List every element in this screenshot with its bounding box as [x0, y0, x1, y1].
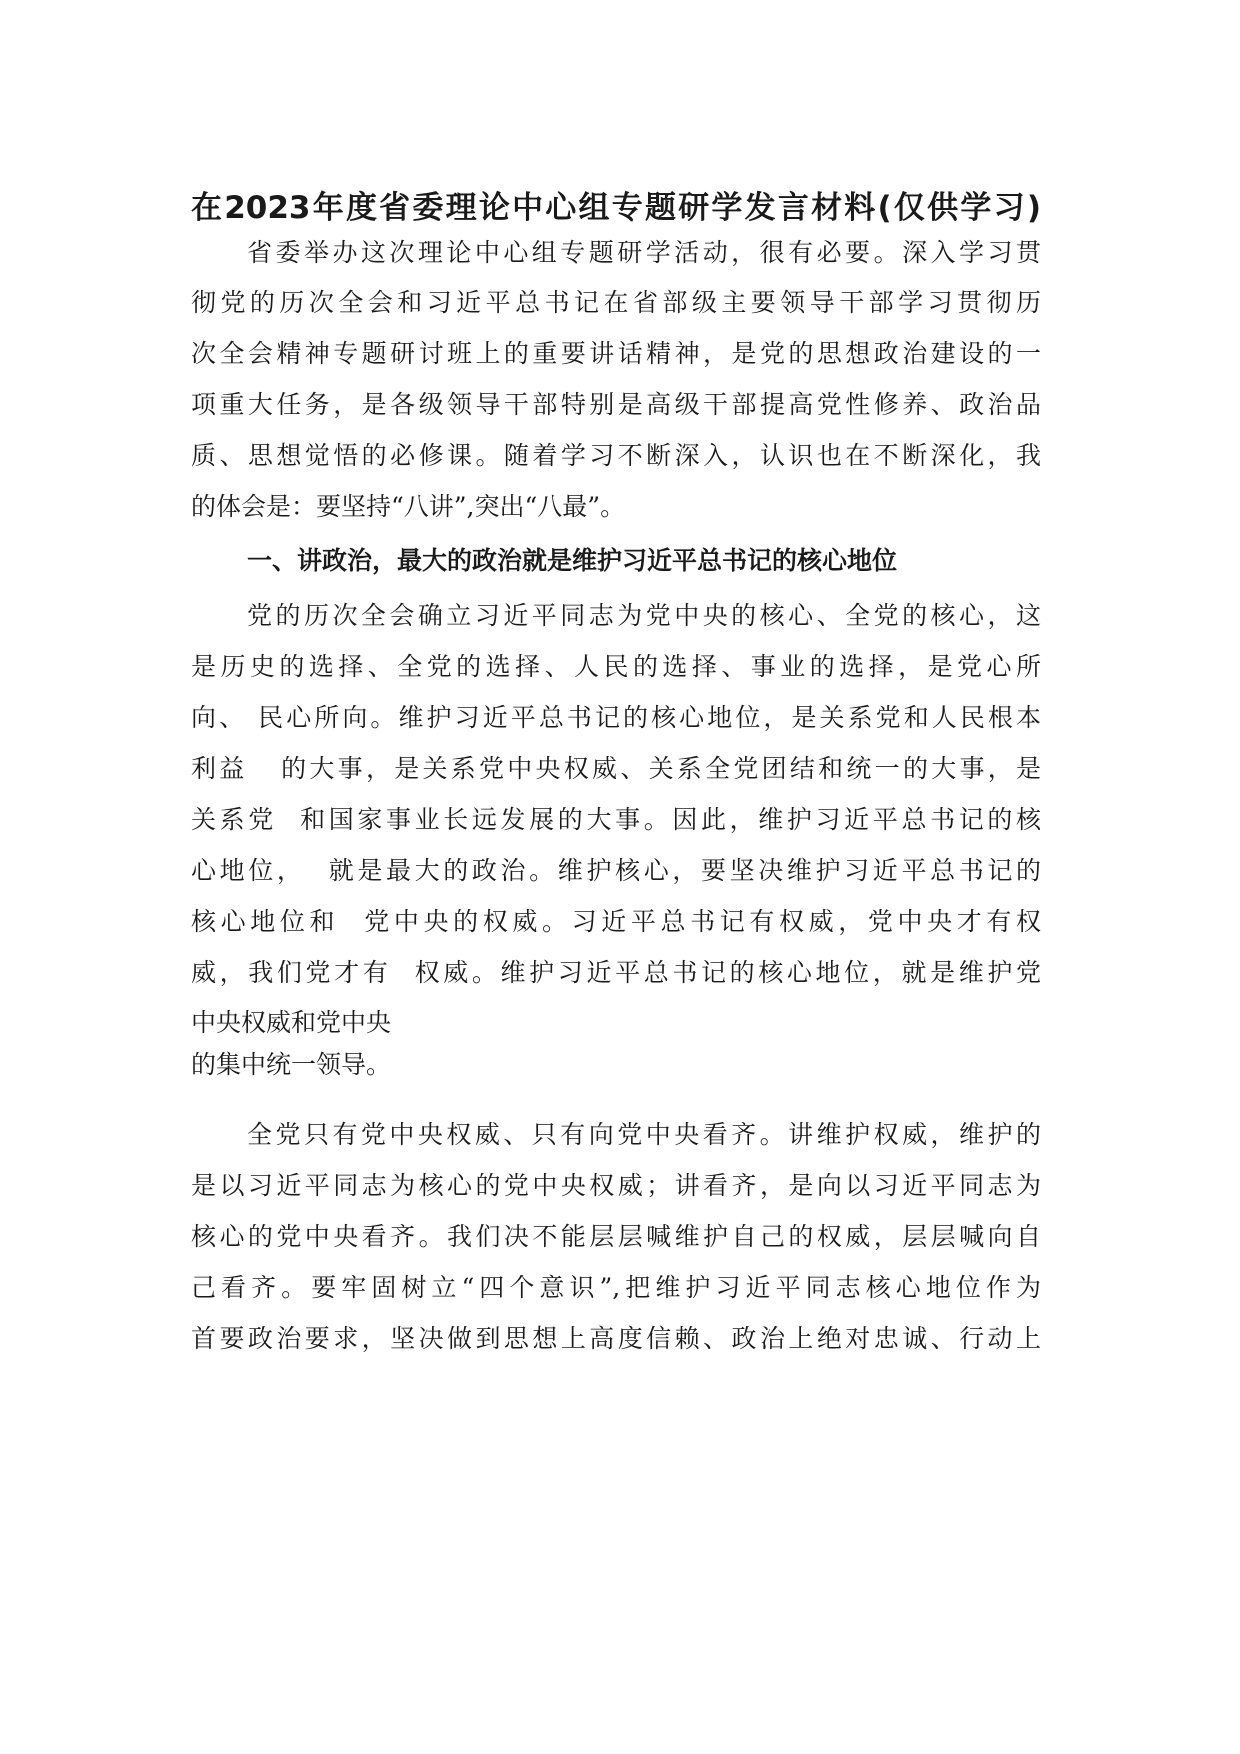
paragraph-line: 己看齐。要牢固树立“四个意识”,把维护习近平同志核心地位作为 — [191, 1273, 1041, 1302]
intro-line: 次全会精神专题研讨班上的重要讲话精神，是党的思想政治建设的一 — [191, 339, 1041, 368]
intro-line: 质、思想觉悟的必修课。随着学习不断深入，认识也在不断深化，我 — [191, 441, 1041, 470]
paragraph-line: 威，我们党才有 权威。维护习近平总书记的核心地位，就是维护党 — [191, 958, 1041, 987]
paragraph-line: 全党只有党中央权威、只有向党中央看齐。讲维护权威，维护的 — [247, 1120, 1041, 1149]
intro-line: 彻党的历次全会和习近平总书记在省部级主要领导干部学习贯彻历 — [191, 288, 1041, 317]
intro-line: 项重大任务，是各级领导干部特别是高级干部提高党性修养、政治品 — [191, 390, 1041, 419]
section-heading: 一、讲政治，最大的政治就是维护习近平总书记的核心地位 — [247, 546, 898, 575]
intro-line: 省委举办这次理论中心组专题研学活动，很有必要。深入学习贯 — [247, 238, 1041, 267]
paragraph-line: 心地位， 就是最大的政治。维护核心，要坚决维护习近平总书记的 — [191, 856, 1041, 885]
document-title: 在2023年度省委理论中心组专题研学发言材料(仅供学习) — [191, 190, 1041, 226]
paragraph-line: 关系党 和国家事业长远发展的大事。因此，维护习近平总书记的核 — [191, 805, 1041, 834]
paragraph-line: 是以习近平同志为核心的党中央权威；讲看齐，是向以习近平同志为 — [191, 1171, 1041, 1200]
paragraph-line: 党的历次全会确立习近平同志为党中央的核心、全党的核心，这 — [247, 601, 1041, 630]
intro-line: 的体会是：要坚持“八讲”,突出“八最”。 — [191, 492, 626, 521]
paragraph-line: 向、 民心所向。维护习近平总书记的核心地位，是关系党和人民根本 — [191, 703, 1041, 732]
paragraph-line: 利益 的大事，是关系党中央权威、关系全党团结和统一的大事，是 — [191, 754, 1041, 783]
paragraph-line: 是历史的选择、全党的选择、人民的选择、事业的选择，是党心所 — [191, 652, 1041, 681]
paragraph-line: 的集中统一领导。 — [191, 1050, 392, 1079]
paragraph-line: 核心的党中央看齐。我们决不能层层喊维护自己的权威，层层喊向自 — [191, 1222, 1041, 1251]
paragraph-line: 首要政治要求，坚决做到思想上高度信赖、政治上绝对忠诚、行动上 — [191, 1324, 1041, 1353]
paragraph-line: 中央权威和党中央 — [191, 1008, 392, 1037]
paragraph-line: 核心地位和 党中央的权威。习近平总书记有权威，党中央才有权 — [191, 907, 1041, 936]
